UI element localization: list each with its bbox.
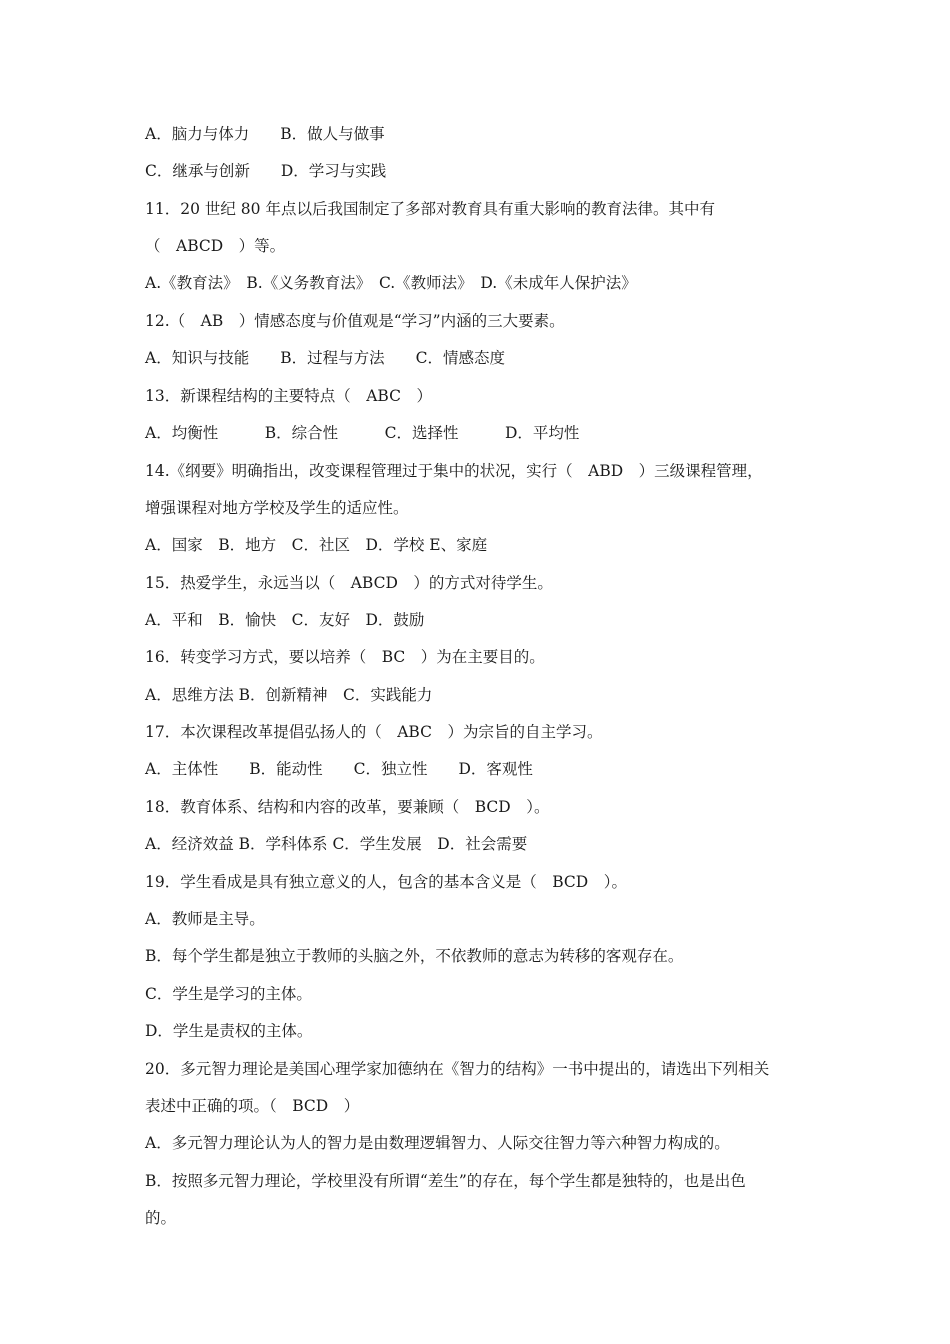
option-line: 的。 [145,1209,177,1227]
option-line: A．多元智力理论认为人的智力是由数理逻辑智力、人际交往智力等六种智力构成的。 [145,1134,730,1152]
option-line: C．继承与创新 D．学习与实践 [145,162,387,180]
option-line: A.《教育法》 B.《义务教育法》 C.《教师法》 D.《未成年人保护法》 [145,274,637,292]
question-line: 15．热爱学生，永远当以（ ABCD ）的方式对待学生。 [145,574,553,592]
option-line: B．按照多元智力理论，学校里没有所谓“差生”的存在，每个学生都是独特的，也是出色 [145,1172,746,1190]
option-line: A．教师是主导。 [145,910,265,928]
question-line: 增强课程对地方学校及学生的适应性。 [145,499,409,517]
question-line: 19．学生看成是具有独立意义的人，包含的基本含义是（ BCD ）。 [145,873,627,891]
question-line: 18．教育体系、结构和内容的改革，要兼顾（ BCD ）。 [145,798,550,816]
option-line: C．学生是学习的主体。 [145,985,312,1003]
option-line: A．均衡性 B．综合性 C．选择性 D．平均性 [145,424,580,442]
option-line: A．平和 B．愉快 C．友好 D．鼓励 [145,611,425,629]
option-line: A．脑力与体力 B．做人与做事 [145,125,385,143]
question-line: 11．20 世纪 80 年点以后我国制定了多部对教育具有重大影响的教育法律。其中有 [145,200,715,218]
question-line: 20．多元智力理论是美国心理学家加德纳在《智力的结构》一书中提出的，请选出下列相关 [145,1060,770,1078]
question-line: 16．转变学习方式，要以培养（ BC ）为在主要目的。 [145,648,545,666]
question-line: 17．本次课程改革提倡弘扬人的（ ABC ）为宗旨的自主学习。 [145,723,603,741]
option-line: D．学生是责权的主体。 [145,1022,313,1040]
question-line: 表述中正确的项。（ BCD ） [145,1097,360,1115]
option-line: A．知识与技能 B．过程与方法 C．情感态度 [145,349,505,367]
question-line: 14.《纲要》明确指出，改变课程管理过于集中的状况，实行（ ABD ）三级课程管理， [145,462,763,480]
option-line: A．国家 B．地方 C．社区 D．学校 E、家庭 [145,536,488,554]
question-line: 12.（ AB ）情感态度与价值观是“学习”内涵的三大要素。 [145,312,565,330]
option-line: B．每个学生都是独立于教师的头脑之外，不依教师的意志为转移的客观存在。 [145,947,684,965]
option-line: A．思维方法 B．创新精神 C．实践能力 [145,686,433,704]
question-line: 13．新课程结构的主要特点（ ABC ） [145,387,432,405]
option-line: A．经济效益 B．学科体系 C．学生发展 D．社会需要 [145,835,528,853]
option-line: A．主体性 B．能动性 C．独立性 D．客观性 [145,760,533,778]
question-line: （ ABCD ）等。 [145,237,286,255]
